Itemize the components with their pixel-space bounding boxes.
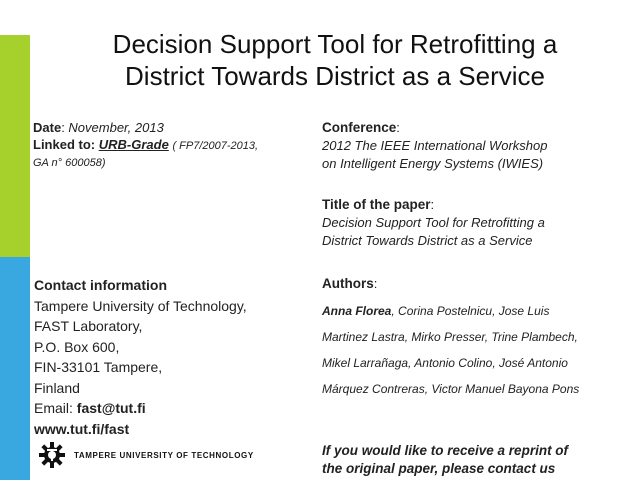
page-title <box>70 28 600 92</box>
paper-title-line-1: Decision Support Tool for Retrofitting a <box>322 215 545 230</box>
authors-line-3: Mikel Larrañaga, Antonio Colino, José Antonio <box>322 356 568 370</box>
paper-title-line-2: District Towards District as a Service <box>322 233 533 248</box>
conference-block: Conference: 2012 The IEEE International Workshop on Intelligent Energy Systems (IWIES) <box>322 119 622 173</box>
authors-line-1-rest: , Corina Postelnicu, Jose Luis <box>391 304 550 318</box>
authors-line-1 <box>322 298 622 324</box>
reprint-line-1: If you would like to receive a reprint of <box>322 443 569 458</box>
date-label: Date <box>33 120 62 135</box>
contact-heading: Contact information <box>34 277 167 293</box>
contact-line: FAST Laboratory, <box>34 318 143 334</box>
first-author: Anna Florea <box>322 304 392 318</box>
date-row: Date: November, 2013 <box>33 120 164 135</box>
linked-detail-grant: GA n° 600058) <box>33 157 106 169</box>
conference-line-1: 2012 The IEEE International Workshop <box>322 138 548 153</box>
contact-line: P.O. Box 600, <box>34 338 120 355</box>
paper-title-label: Title of the paper <box>322 197 431 212</box>
reprint-notice <box>322 442 622 478</box>
contact-line: FIN-33101 Tampere, <box>34 359 163 375</box>
email-row <box>34 398 294 419</box>
contact-block <box>34 275 294 439</box>
linked-row: Linked to: URB-Grade ( FP7/2007-2013, <box>33 137 259 152</box>
website-link[interactable]: www.tut.fi/fast <box>34 420 130 437</box>
authors-line-4: Márquez Contreras, Victor Manuel Bayona Pons <box>322 382 580 396</box>
date-value: November, 2013 <box>68 120 164 135</box>
publication-meta <box>33 119 293 172</box>
accent-bar-blue <box>0 257 30 480</box>
university-logo <box>38 440 254 470</box>
title-line-2: District Towards District as a Service <box>125 61 545 91</box>
urb-grade-link[interactable]: URB-Grade <box>98 137 169 152</box>
email-link[interactable]: fast@tut.fi <box>76 400 146 416</box>
email-label: Email: <box>34 400 77 416</box>
contact-line: Finland <box>34 379 80 396</box>
linked-detail: ( FP7/2007-2013, <box>172 140 259 152</box>
tut-gear-logo-icon <box>38 441 66 469</box>
title-line-1: Decision Support Tool for Retrofitting a <box>112 29 558 59</box>
authors-heading-block: Authors: <box>322 276 378 291</box>
conference-label: Conference <box>322 120 397 135</box>
contact-line: Tampere University of Technology, <box>34 297 247 314</box>
linked-label: Linked to <box>33 137 91 152</box>
authors-line-2: Martinez Lastra, Mirko Presser, Trine Plambech, <box>322 330 578 344</box>
paper-title-block: Title of the paper: Decision Support Tool for Retrofitting a District Towards District as a Service <box>322 196 622 250</box>
conference-line-2: on Intelligent Energy Systems (IWIES) <box>322 156 544 171</box>
reprint-line-2: the original paper, please contact us <box>322 461 556 476</box>
authors-list <box>322 298 622 402</box>
university-name: TAMPERE UNIVERSITY OF TECHNOLOGY <box>74 450 254 460</box>
authors-label: Authors <box>322 276 374 291</box>
accent-bar-green <box>0 35 30 257</box>
